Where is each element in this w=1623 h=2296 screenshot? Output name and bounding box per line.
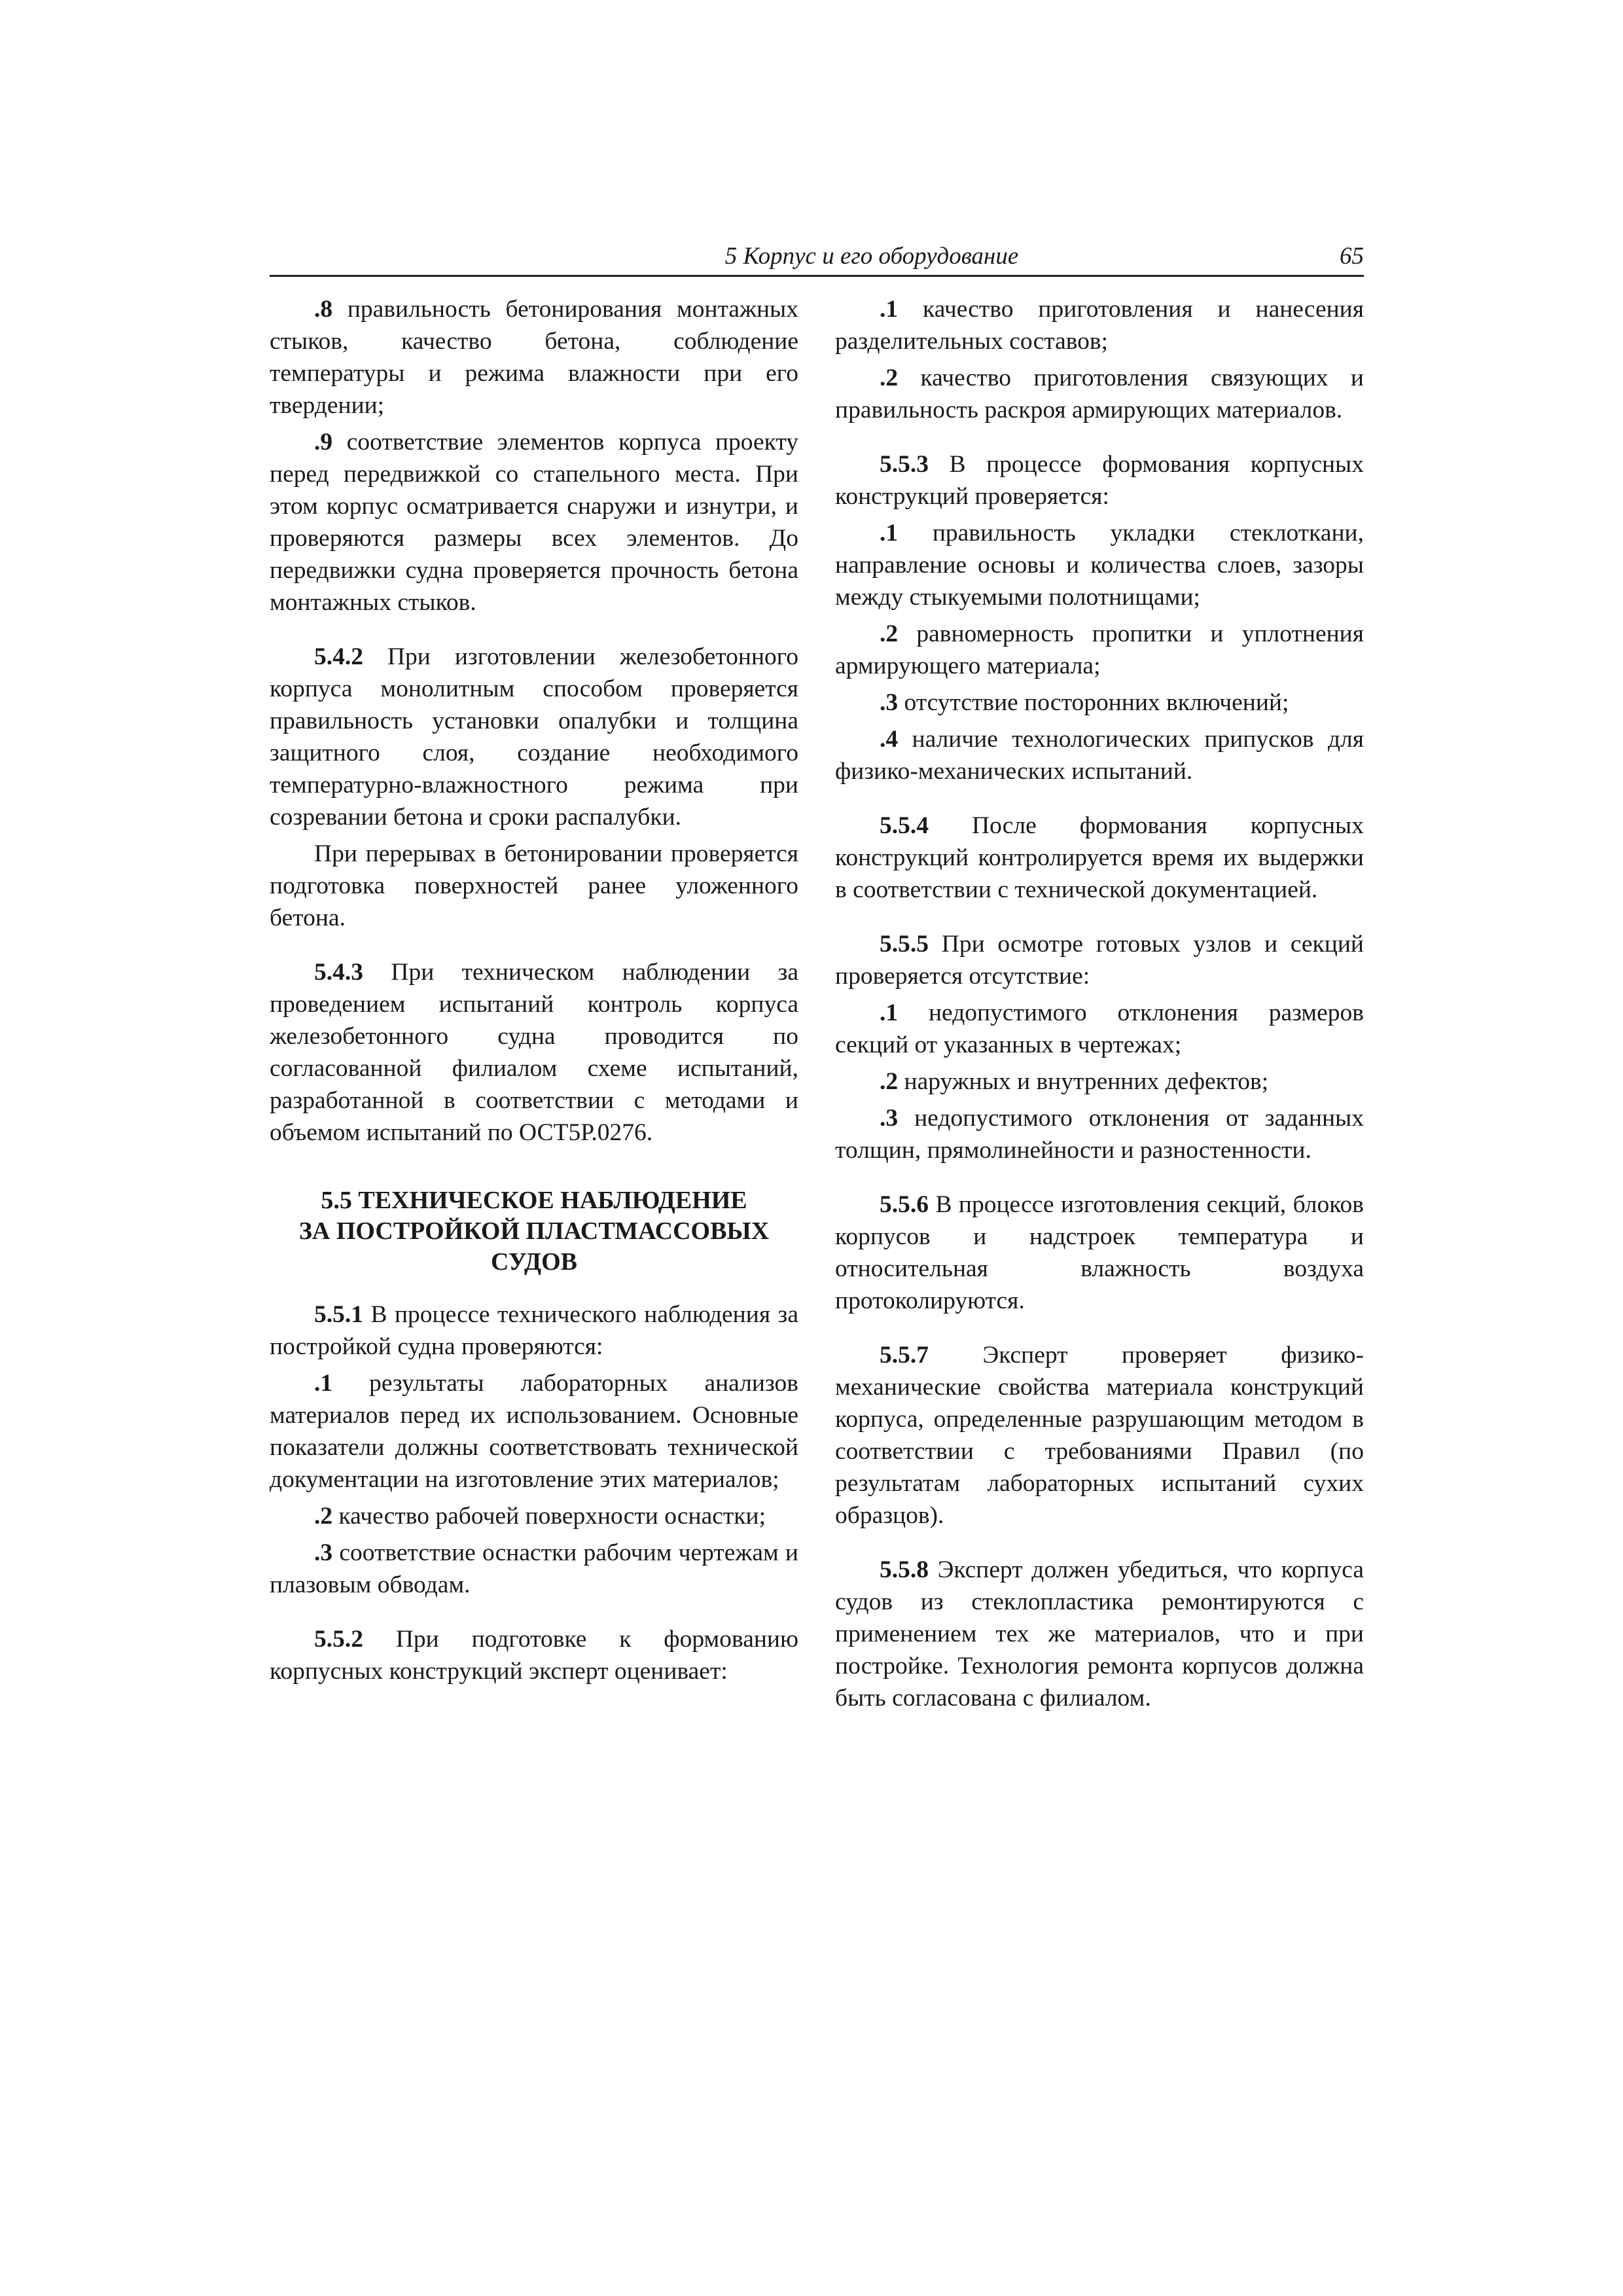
section-heading-5-5 bbox=[270, 1185, 798, 1278]
clause-5-5-7 bbox=[835, 1339, 1364, 1532]
item-5-5-5-3 bbox=[835, 1102, 1364, 1166]
heading-line: 5.5 ТЕХНИЧЕСКОЕ НАБЛЮДЕНИЕ bbox=[321, 1187, 747, 1214]
clause-5-5-5 bbox=[835, 928, 1364, 992]
item-text: наружных и внутренних дефектов; bbox=[898, 1068, 1269, 1095]
item-text: соответствие элементов корпуса проекту перед передвижкой со стапельного места. При этом корпус осматривается снаружи и изнутри, и проверяются размеры всех элементов. До передвижки судна проверяется прочность бетона монтажных стыков. bbox=[270, 429, 798, 616]
clause-number: 5.5.3 bbox=[880, 451, 929, 478]
item-text: равномерность пропитки и уплотнения армирующего материала; bbox=[835, 620, 1364, 679]
item-5-5-5-1 bbox=[835, 997, 1364, 1061]
item-number: .2 bbox=[880, 365, 899, 391]
item-text: соответствие оснастки рабочим чертежам и плазовым обводам. bbox=[270, 1539, 798, 1598]
clause-number: 5.5.5 bbox=[880, 931, 929, 958]
item-number: .8 bbox=[314, 296, 333, 323]
item-5-5-3-3 bbox=[835, 687, 1364, 719]
clause-number: 5.5.4 bbox=[880, 812, 929, 839]
clause-text: В процессе изготовления секций, блоков корпусов и надстроек температура и относительная влажность воздуха протоколируются. bbox=[835, 1191, 1364, 1314]
item-number: .4 bbox=[880, 726, 899, 753]
item-5-5-3-1 bbox=[835, 517, 1364, 613]
item-5-5-1-3 bbox=[270, 1537, 798, 1601]
item-number: .3 bbox=[880, 689, 899, 716]
item-text: наличие технологических припусков для физико-механических испытаний. bbox=[835, 726, 1364, 785]
clause-text: Эксперт должен убедиться, что корпуса судов из стеклопластика ремонтируются с применением тех же материалов, что и при постройке. Технология ремонта корпусов должна быть согласована с филиалом. bbox=[835, 1556, 1364, 1712]
item-number: .2 bbox=[314, 1503, 333, 1530]
clause-text: В процессе технического наблюдения за постройкой судна проверяются: bbox=[270, 1301, 798, 1360]
clause-number: 5.4.2 bbox=[314, 643, 363, 670]
item-9 bbox=[270, 426, 798, 619]
clause-number: 5.5.2 bbox=[314, 1626, 363, 1653]
item-number: .1 bbox=[880, 999, 899, 1026]
item-text: правильность бетонирования монтажных стыков, качество бетона, соблюдение температуры и режима влажности при его твердении; bbox=[270, 296, 798, 419]
clause-5-4-3 bbox=[270, 956, 798, 1149]
page-header bbox=[270, 242, 1364, 277]
right-column bbox=[835, 293, 1364, 1719]
clause-5-5-4 bbox=[835, 810, 1364, 906]
item-5-5-2-1 bbox=[835, 293, 1364, 357]
clause-5-4-2 bbox=[270, 641, 798, 833]
page-number: 65 bbox=[1340, 243, 1364, 270]
item-number: .1 bbox=[880, 296, 899, 323]
clause-number: 5.5.8 bbox=[880, 1556, 929, 1583]
clause-text: При подготовке к формованию корпусных конструкций эксперт оценивает: bbox=[270, 1626, 798, 1685]
clause-number: 5.5.6 bbox=[880, 1191, 929, 1218]
item-number: .1 bbox=[880, 520, 899, 547]
item-number: .9 bbox=[314, 429, 333, 456]
item-5-5-1-1 bbox=[270, 1367, 798, 1496]
clause-text: При перерывах в бетонировании проверяется подготовка поверхностей ранее уложенного бетона. bbox=[270, 840, 798, 931]
item-number: .1 bbox=[314, 1370, 333, 1397]
heading-line: ЗА ПОСТРОЙКОЙ ПЛАСТМАССОВЫХ bbox=[298, 1217, 770, 1245]
clause-text: При осмотре готовых узлов и секций проверяется отсутствие: bbox=[835, 931, 1364, 990]
item-5-5-3-4 bbox=[835, 723, 1364, 787]
item-5-5-3-2 bbox=[835, 618, 1364, 682]
item-text: качество приготовления связующих и правильность раскроя армирующих материалов. bbox=[835, 365, 1364, 423]
running-section-title: 5 Корпус и его оборудование bbox=[724, 243, 1019, 270]
clause-number: 5.5.1 bbox=[314, 1301, 363, 1328]
item-number: .2 bbox=[880, 1068, 899, 1095]
clause-text: При изготовлении железобетонного корпуса монолитным способом проверяется правильность установки опалубки и толщина защитного слоя, создание необходимого температурно-влажностного режима при созревании бетона и сроки распалубки. bbox=[270, 643, 798, 831]
clause-5-5-3 bbox=[835, 448, 1364, 512]
item-text: качество рабочей поверхности оснастки; bbox=[332, 1503, 766, 1530]
clause-text: В процессе формования корпусных конструкций проверяется: bbox=[835, 451, 1364, 510]
heading-line: СУДОВ bbox=[490, 1248, 578, 1276]
left-column bbox=[270, 293, 798, 1692]
item-text: качество приготовления и нанесения разделительных составов; bbox=[835, 296, 1364, 355]
item-8 bbox=[270, 293, 798, 422]
item-5-5-2-2 bbox=[835, 362, 1364, 426]
clause-number: 5.5.7 bbox=[880, 1342, 929, 1369]
clause-text: После формования корпусных конструкций контролируется время их выдержки в соответствии с технической документацией. bbox=[835, 812, 1364, 903]
item-number: .3 bbox=[314, 1539, 333, 1566]
clause-5-5-8 bbox=[835, 1554, 1364, 1714]
item-text: правильность укладки стеклоткани, направление основы и количества слоев, зазоры между стыкуемыми полотнищами; bbox=[835, 520, 1364, 611]
clause-5-5-2 bbox=[270, 1623, 798, 1687]
clause-5-4-2-continued bbox=[270, 838, 798, 934]
item-5-5-1-2 bbox=[270, 1500, 798, 1532]
item-text: результаты лабораторных анализов материалов перед их использованием. Основные показатели должны соответствовать технической документации на изготовление этих материалов; bbox=[270, 1370, 798, 1493]
clause-text: При техническом наблюдении за проведением испытаний контроль корпуса железобетонного судна проводится по согласованной филиалом схеме испытаний, разработанной в соответствии с методами и объемом испытаний по ОСТ5Р.0276. bbox=[270, 959, 798, 1146]
item-number: .2 bbox=[880, 620, 899, 647]
item-text: недопустимого отклонения от заданных толщин, прямолинейности и разностенности. bbox=[835, 1105, 1364, 1164]
item-number: .3 bbox=[880, 1105, 899, 1132]
clause-text: Эксперт проверяет физико-механические свойства материала конструкций корпуса, определенные разрушающим методом в соответствии с требованиями Правил (по результатам лабораторных испытаний сухих образцов). bbox=[835, 1342, 1364, 1529]
item-5-5-5-2 bbox=[835, 1066, 1364, 1098]
item-text: отсутствие посторонних включений; bbox=[898, 689, 1289, 716]
clause-number: 5.4.3 bbox=[314, 959, 363, 986]
clause-5-5-1 bbox=[270, 1299, 798, 1363]
item-text: недопустимого отклонения размеров секций от указанных в чертежах; bbox=[835, 999, 1364, 1058]
clause-5-5-6 bbox=[835, 1189, 1364, 1317]
